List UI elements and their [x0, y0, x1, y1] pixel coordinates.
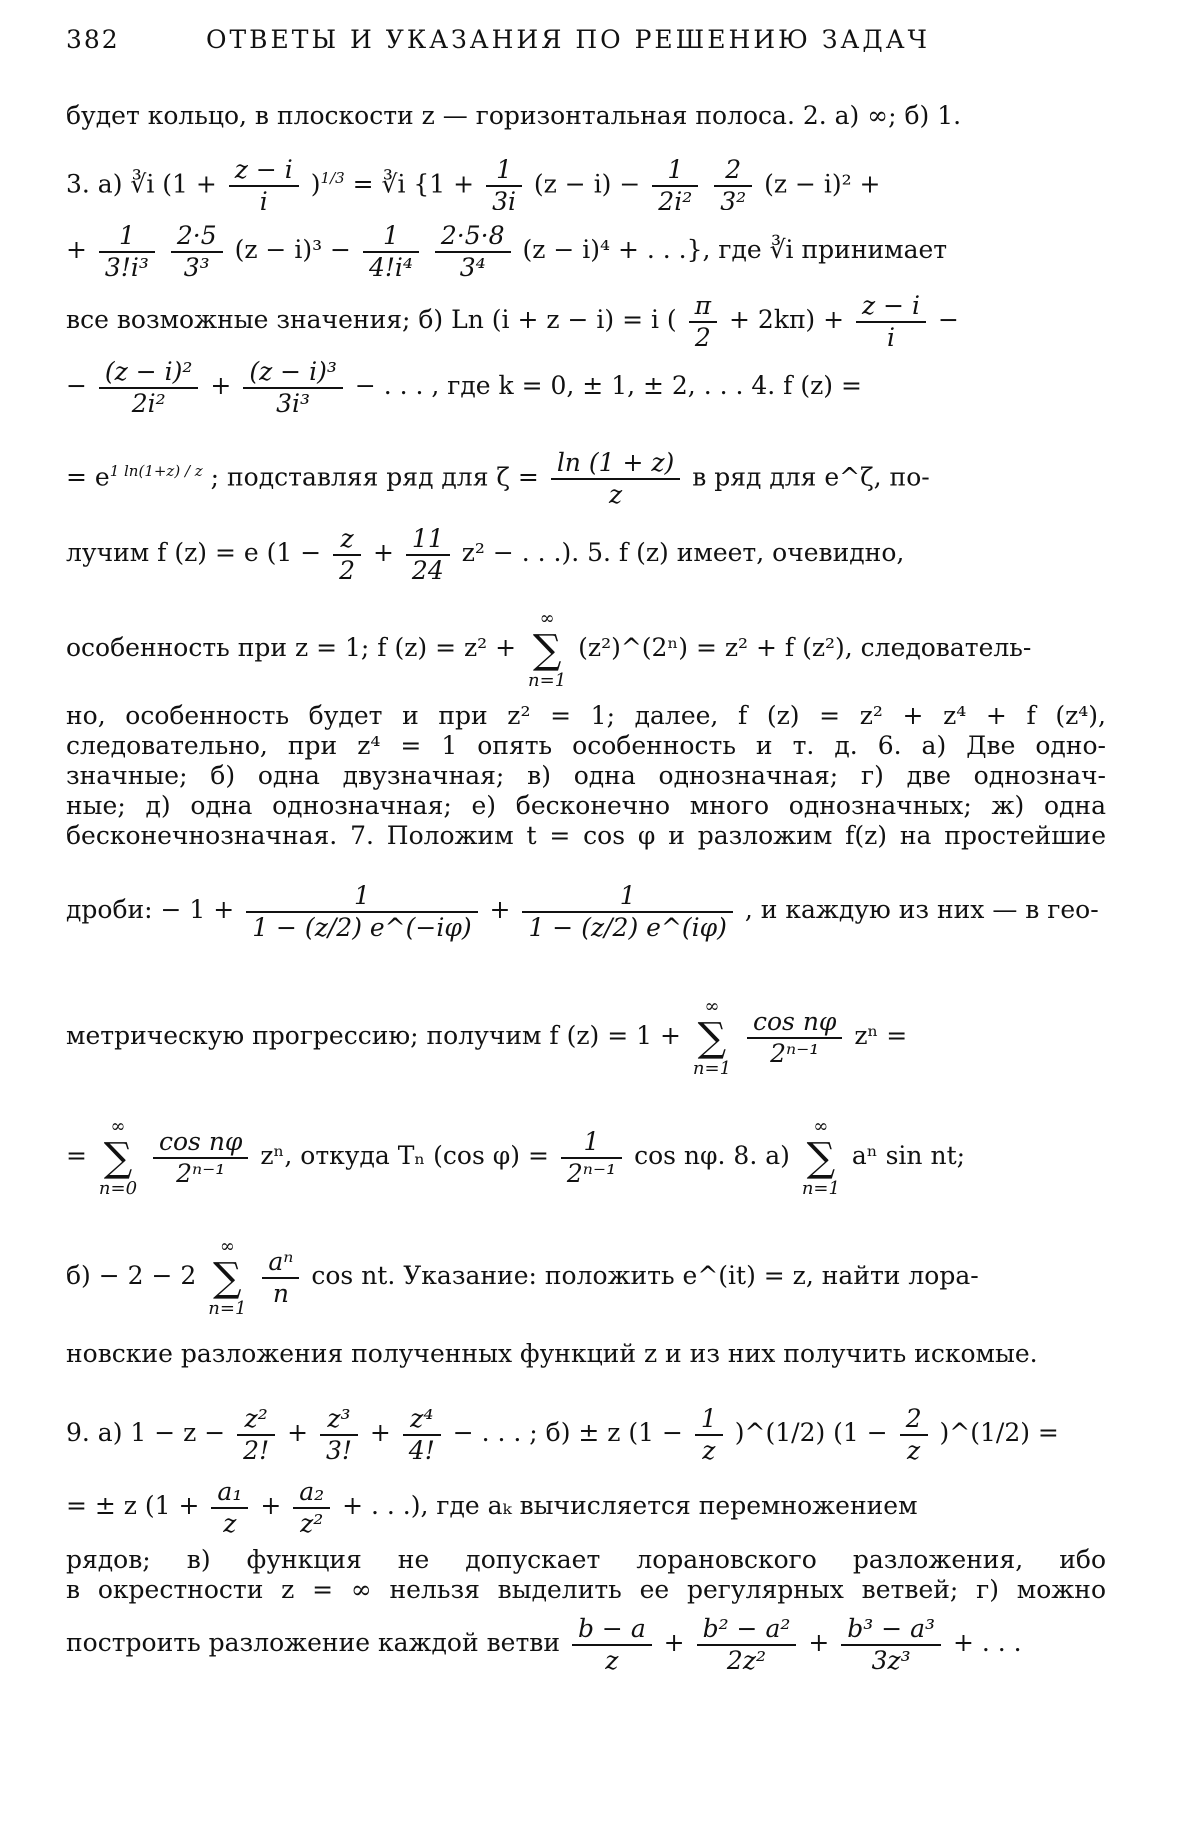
summation: ∞ ∑ n=1 [801, 1115, 840, 1199]
fraction: $\frac{\text{z²}}{2!}$ [237, 1404, 275, 1466]
book-page [66, 18, 1106, 1798]
fraction: $\frac{\text{b³ − a³}}{\text{3z³}}$ [841, 1614, 941, 1676]
formula-line: 9. а) 1 − z − $\frac{\text{z²}}{2!}$ + $\frac{\text{z³}}{3!}$ + $\frac{\text{z⁴}}{4!}$ − . . . ; б) ± z (1 − $\frac{1}{z}$ )^(1/2) (1 − $\frac{2}{z}$ )^(1/2) = [66, 1403, 1059, 1465]
fraction: $\frac{\text{(z − i)²}}{\text{2i²}}$ [99, 357, 199, 419]
fraction: $\frac{\text{cos nφ}}{\text{2ⁿ⁻¹}}$ [153, 1127, 248, 1189]
text-line: бесконечнозначная. 7. Положим t = cos φ и разложим f(z) на простейшие [66, 821, 1106, 850]
summation: ∞ ∑ n=1 [692, 995, 732, 1079]
text-line: ные; д) одна однозначная; е) бесконечно много однозначных; ж) одна [66, 791, 1106, 820]
formula-line: дроби: − 1 + $\frac{1}{1 - (z/2) e\^{}(-i\varphi)}$ + $\frac{1}{1 - (z/2) e\^{}(i\varphi)}$ , и каждую из них — в гео- [66, 880, 1099, 942]
fraction: $\frac{z - i}{i}$ [856, 291, 926, 353]
formula-line: построить разложение каждой ветви $\frac{b - a}{z}$ + $\frac{\text{b² − a²}}{\text{2z²}}$ + $\frac{\text{b³ − a³}}{\text{3z³}}$ + . . . [66, 1613, 1022, 1675]
fraction: $\frac{2}{\text{3²}}$ [714, 155, 752, 210]
formula-line: − $\frac{\text{(z − i)²}}{\text{2i²}}$ + $\frac{\text{(z − i)³}}{\text{3i³}}$ − . . . , где k = 0, ± 1, ± 2, . . . 4. f (z) = [66, 356, 862, 418]
fraction: $\frac{\text{b² − a²}}{\text{2z²}}$ [697, 1614, 797, 1676]
formula-line: = ± z (1 + $\frac{\text{a₁}}{z}$ + $\frac{\text{a₂}}{\text{z²}}$ + . . .), где aₖ вычисляется перемножением [66, 1476, 918, 1538]
text-line: новские разложения полученных функций z и из них получить искомые. [66, 1339, 1038, 1368]
fraction: $\frac{1}{3i}$ [486, 155, 522, 210]
fraction: $\frac{2\cdot 5}{\text{3³}}$ [171, 221, 223, 283]
fraction: $\frac{\text{z⁴}}{4!}$ [403, 1404, 441, 1466]
formula-line: все возможные значения; б) Ln (i + z − i) = i ( $\frac{\pi}{2}$ + 2kπ) + $\frac{z - i}{i}$ − [66, 290, 959, 352]
fraction: $\frac{\ln (1 + z)}{z}$ [551, 448, 680, 506]
fraction: $\frac{1}{1 - (z/2) e\^{}(i\varphi)}$ [522, 881, 732, 943]
formula-line: б) − 2 − 2 ∞ ∑ n=1 $\frac{\text{aⁿ}}{n}$ cos nt. Указание: положить e^(it) = z, найти лора- [66, 1235, 979, 1319]
page-number: 382 [66, 25, 120, 54]
summation: ∞ ∑ n=1 [528, 607, 567, 690]
formula-line: 3. а) ∛i (1 + $\frac{z - i}{i}$ )$^{1/3}$ = ∛i {1 + $\frac{1}{3i}$ (z − i) − $\frac{1}{\text{2i²}}$ $\frac{2}{\text{3²}}$ (z − i)² + [66, 146, 1106, 210]
fraction: $\frac{\text{a₁}}{z}$ [211, 1477, 248, 1539]
fraction: $\frac{\text{z³}}{3!}$ [320, 1404, 358, 1466]
text-line: рядов; в) функция не допускает лорановского разложения, ибо [66, 1545, 1106, 1574]
fraction: $\frac{1}{\text{4!i⁴}}$ [363, 221, 419, 283]
fraction: $\frac{\pi}{2}$ [689, 291, 717, 353]
text-line: следовательно, при z⁴ = 1 опять особенность и т. д. 6. а) Две одно- [66, 731, 1106, 760]
running-header [66, 18, 1106, 62]
fraction: $\frac{2\cdot 5\cdot 8}{\text{3⁴}}$ [435, 221, 511, 283]
fraction: $\frac{1}{\text{2i²}}$ [652, 155, 698, 210]
text-line: будет кольцо, в плоскости z — горизонтальная полоса. 2. а) ∞; б) 1. [66, 101, 962, 130]
exponent: 1 ln(1+z) / z [109, 462, 203, 480]
formula-line: особенность при z = 1; f (z) = z² + ∞ ∑ n=1 (z²)^(2ⁿ) = z² + f (z²), следователь- [66, 607, 1032, 690]
fraction: $\frac{1}{1 - (z/2) e\^{}(-i\varphi)}$ [246, 881, 477, 943]
formula-line: + $\frac{1}{\text{3!i³}}$ $\frac{2\cdot 5}{\text{3³}}$ (z − i)³ − $\frac{1}{\text{4!i⁴}}$ $\frac{2\cdot 5\cdot 8}{\text{3⁴}}$ (z − i)⁴ + . . .}, где ∛i принимает [66, 220, 948, 282]
formula-line: метрическую прогрессию; получим f (z) = 1 + ∞ ∑ n=1 $\frac{\text{cos nφ}}{\text{2ⁿ⁻¹}}$ zⁿ = [66, 995, 908, 1079]
formula-line: = $e^{1 ln(1+z) / z}$ ; подставляя ряд для ζ = $\frac{\ln (1 + z)}{z}$ в ряд для e^ζ, по- [66, 436, 1106, 506]
fraction: $\frac{11}{24}$ [406, 524, 450, 586]
fraction: $\frac{\text{(z − i)³}}{\text{3i³}}$ [243, 357, 343, 419]
fraction: $\frac{z - i}{i}$ [229, 155, 299, 210]
text-line: значные; б) одна двузначная; в) одна однозначная; г) две однознач- [66, 761, 1106, 790]
formula-line: лучим f (z) = e (1 − $\frac{z}{2}$ + $\frac{11}{24}$ z² − . . .). 5. f (z) имеет, очевидно, [66, 523, 905, 585]
fraction: $\frac{1}{\text{2ⁿ⁻¹}}$ [561, 1127, 622, 1189]
fraction: $\frac{\text{cos nφ}}{\text{2ⁿ⁻¹}}$ [747, 1007, 842, 1069]
fraction: $\frac{z}{2}$ [333, 524, 361, 586]
fraction: $\frac{1}{z}$ [695, 1404, 723, 1466]
formula-line: = ∞ ∑ n=0 $\frac{\text{cos nφ}}{\text{2ⁿ⁻¹}}$ zⁿ, откуда Tₙ (cos φ) = $\frac{1}{\text{2ⁿ⁻¹}}$ cos nφ. 8. а) ∞ ∑ n=1 aⁿ sin nt; [66, 1115, 966, 1199]
fraction: $\frac{2}{z}$ [900, 1404, 928, 1466]
running-title: ОТВЕТЫ И УКАЗАНИЯ ПО РЕШЕНИЮ ЗАДАЧ [206, 25, 930, 54]
text-line: в окрестности z = ∞ нельзя выделить ее регулярных ветвей; г) можно [66, 1575, 1106, 1604]
fraction: $\frac{1}{\text{3!i³}}$ [99, 221, 155, 283]
text-line: но, особенность будет и при z² = 1; далее, f (z) = z² + z⁴ + f (z⁴), [66, 701, 1106, 730]
fraction: $\frac{\text{aⁿ}}{n}$ [262, 1247, 299, 1309]
fraction: $\frac{\text{a₂}}{\text{z²}}$ [293, 1477, 330, 1539]
fraction: $\frac{b - a}{z}$ [572, 1614, 652, 1676]
exponent: 1/3 [320, 169, 345, 187]
summation: ∞ ∑ n=1 [208, 1235, 247, 1319]
summation: ∞ ∑ n=0 [98, 1115, 138, 1199]
